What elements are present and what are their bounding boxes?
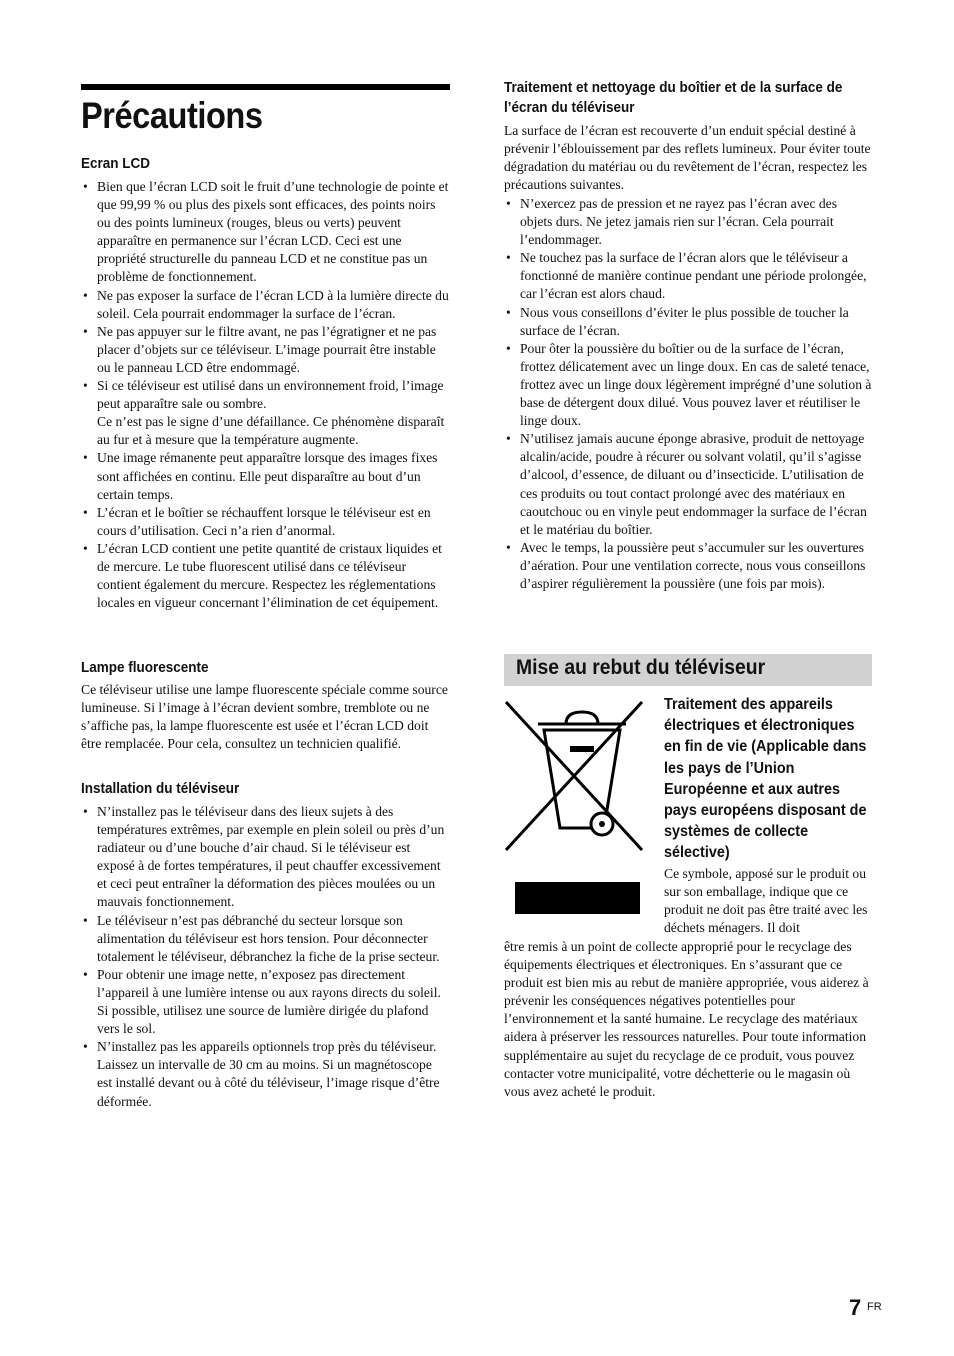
page-language: FR xyxy=(867,1301,882,1313)
list-item: • L’écran LCD contient une petite quantité de cristaux liquides et de mercure. Le tube fluorescent utilisé dans ce téléviseur contient également du mercure. Respectez les réglementations locales en vigueur concernant l’élimination de cet équipement. xyxy=(81,540,449,612)
list-item: • Bien que l’écran LCD soit le fruit d’une technologie de pointe et que 99,99 % ou plus des pixels sont efficaces, des points noirs ou des points lumineux (rouges, bleus ou verts) peuvent apparaître en permanence sur l’écran LCD. Ceci est une propriété structurelle du panneau LCD et ne constitue pas un problème de fonctionnement. xyxy=(81,178,449,287)
section-heading: Traitement et nettoyage du boîtier et de la surface de l’écran du téléviseur xyxy=(504,79,843,116)
list-item: • Une image rémanente peut apparaître lorsque des images fixes sont affichées en continu. Elle peut disparaître au bout d’un certain temps. xyxy=(81,449,449,503)
section-traitement xyxy=(504,78,872,194)
list-item: • Ne pas exposer la surface de l’écran LCD à la lumière directe du soleil. Cela pourrait endommager la surface de l’écran. xyxy=(81,287,449,323)
ecran-lcd-list xyxy=(81,178,449,612)
list-item: • Nous vous conseillons d’éviter le plus possible de toucher la surface de l’écran. xyxy=(504,304,872,340)
black-bar-symbol xyxy=(515,882,640,914)
section-installation xyxy=(81,779,449,799)
section-text: Ce téléviseur utilise une lampe fluorescente spéciale comme source lumineuse. Si l’image à l’écran devient sombre, tremblote ou ne s’affiche pas, la lampe fluorescente est usée et l’écran LCD doit être remplacée. Pour cela, consultez un technicien qualifié. xyxy=(81,682,448,752)
crossed-bin-icon xyxy=(504,700,644,852)
title-rule xyxy=(81,84,450,90)
list-item: • N’installez pas le téléviseur dans des lieux sujets à des températures extrêmes, par exemple en plein soleil ou près d’un radiateur ou d’une bouche d’air chaud. Si le téléviseur est exposé à de fortes températures, il peut chauffer excessivement et ceci peut entraîner la déformation des pièces moulées ou un mauvais fonctionnement. xyxy=(81,803,449,912)
list-item: • Ne pas appuyer sur le filtre avant, ne pas l’égratigner et ne pas placer d’objets sur ce téléviseur. L’image pourrait être instable ou le panneau LCD être endommagé. xyxy=(81,323,449,377)
section-banner xyxy=(504,654,872,686)
list-item-text: Si ce téléviseur est utilisé dans un environnement froid, l’image peut apparaître sale ou sombre. xyxy=(97,378,444,412)
weee-heading: Traitement des appareils électriques et électroniques en fin de vie (Applicable dans les pays de l’Union Européenne et aux autres pays européens disposant de systèmes de collecte sélective) xyxy=(664,696,867,862)
weee-text-wide: être remis à un point de collecte approprié pour le recyclage des équipements électriques et électroniques. En s’assurant que ce produit est bien mis au rebut de manière appropriée, vous aiderez à prévenir les conséquences négatives potentielles pour l’environnement et la santé humaine. Le recyclage des matériaux aidera à préserver les ressources naturelles. Pour toute information supplémentaire au sujet du recyclage de ce produit, vous pouvez contacter votre municipalité, votre déchetterie ou le magasin où vous avez acheté le produit. xyxy=(504,939,869,1099)
list-item: • Le téléviseur n’est pas débranché du secteur lorsque son alimentation du téléviseur est hors tension. Pour déconnecter totalement le téléviseur, débranchez la fiche de la prise secteur. xyxy=(81,912,449,966)
list-item-text-extra: Ce n’est pas le signe d’une défaillance. Ce phénomène disparaît au fur et à mesure que la température augmente. xyxy=(97,414,445,448)
page-number: 7 xyxy=(849,1295,862,1320)
list-item: • Pour obtenir une image nette, n’exposez pas directement l’appareil à une lumière intense ou aux rayons directs du soleil. Si possible, utilisez une source de lumière dirigée du plafond vers le sol. xyxy=(81,966,449,1038)
list-item: • Pour ôter la poussière du boîtier ou de la surface de l’écran, frottez délicatement avec un linge doux. En cas de saleté tenace, frottez avec un linge doux légèrement imprégné d’une solution à base de détergent doux dilué. Vous pouvez laver et réutiliser le linge doux. xyxy=(504,340,872,430)
section-heading: Ecran LCD xyxy=(81,155,151,172)
weee-text-narrow: Ce symbole, apposé sur le produit ou sur son emballage, indique que ce produit ne doit pas être traité avec les déchets ménagers. Il doit xyxy=(664,866,868,936)
list-item: • N’installez pas les appareils optionnels trop près du téléviseur. Laissez un intervalle de 30 cm au moins. Si un magnétoscope est installé devant ou à côté du téléviseur, l’image risque d’être déformée. xyxy=(81,1038,449,1110)
list-item: • L’écran et le boîtier se réchauffent lorsque le téléviseur est en cours d’utilisation. Ceci n’a rien d’anormal. xyxy=(81,504,449,540)
list-item: • Ne touchez pas la surface de l’écran alors que le téléviseur a fonctionné de manière continue pendant une période prolongée, car l’écran est alors chaud. xyxy=(504,249,872,303)
section-ecran-lcd xyxy=(81,154,449,174)
list-item: • Avec le temps, la poussière peut s’accumuler sur les ouvertures d’aération. Pour une ventilation correcte, nous vous conseillons d’aspirer régulièrement la poussière (une fois par mois). xyxy=(504,539,872,593)
section-heading: Lampe fluorescente xyxy=(81,659,209,676)
list-item xyxy=(81,377,449,449)
section-intro: La surface de l’écran est recouverte d’un enduit spécial destiné à prévenir l’éblouissement par des reflets lumineux. Pour éviter toute dégradation du matériau ou du revêtement de l’écran, respectez les précautions suivantes. xyxy=(504,123,871,193)
page-title: Précautions xyxy=(81,95,263,136)
section-heading: Installation du téléviseur xyxy=(81,780,240,797)
installation-list xyxy=(81,803,449,1111)
list-item: • N’exercez pas de pression et ne rayez pas l’écran avec des objets durs. Ne jetez jamais rien sur l’écran. Cela pourrait l’endommager. xyxy=(504,195,872,249)
banner-title: Mise au rebut du téléviseur xyxy=(516,656,766,679)
list-item: • N’utilisez jamais aucune éponge abrasive, produit de nettoyage alcalin/acide, poudre à récurer ou solvant volatil, qu’il s’agisse d’alcool, d’essence, de diluant ou d’insecticide. L’utilisation de ces produits ou tout contact prolongé avec des matériaux en caoutchouc ou en vinyle peut endommager la surface de l’écran et le matériau du boîtier. xyxy=(504,430,872,539)
section-lampe xyxy=(81,658,449,753)
traitement-list xyxy=(504,195,872,593)
